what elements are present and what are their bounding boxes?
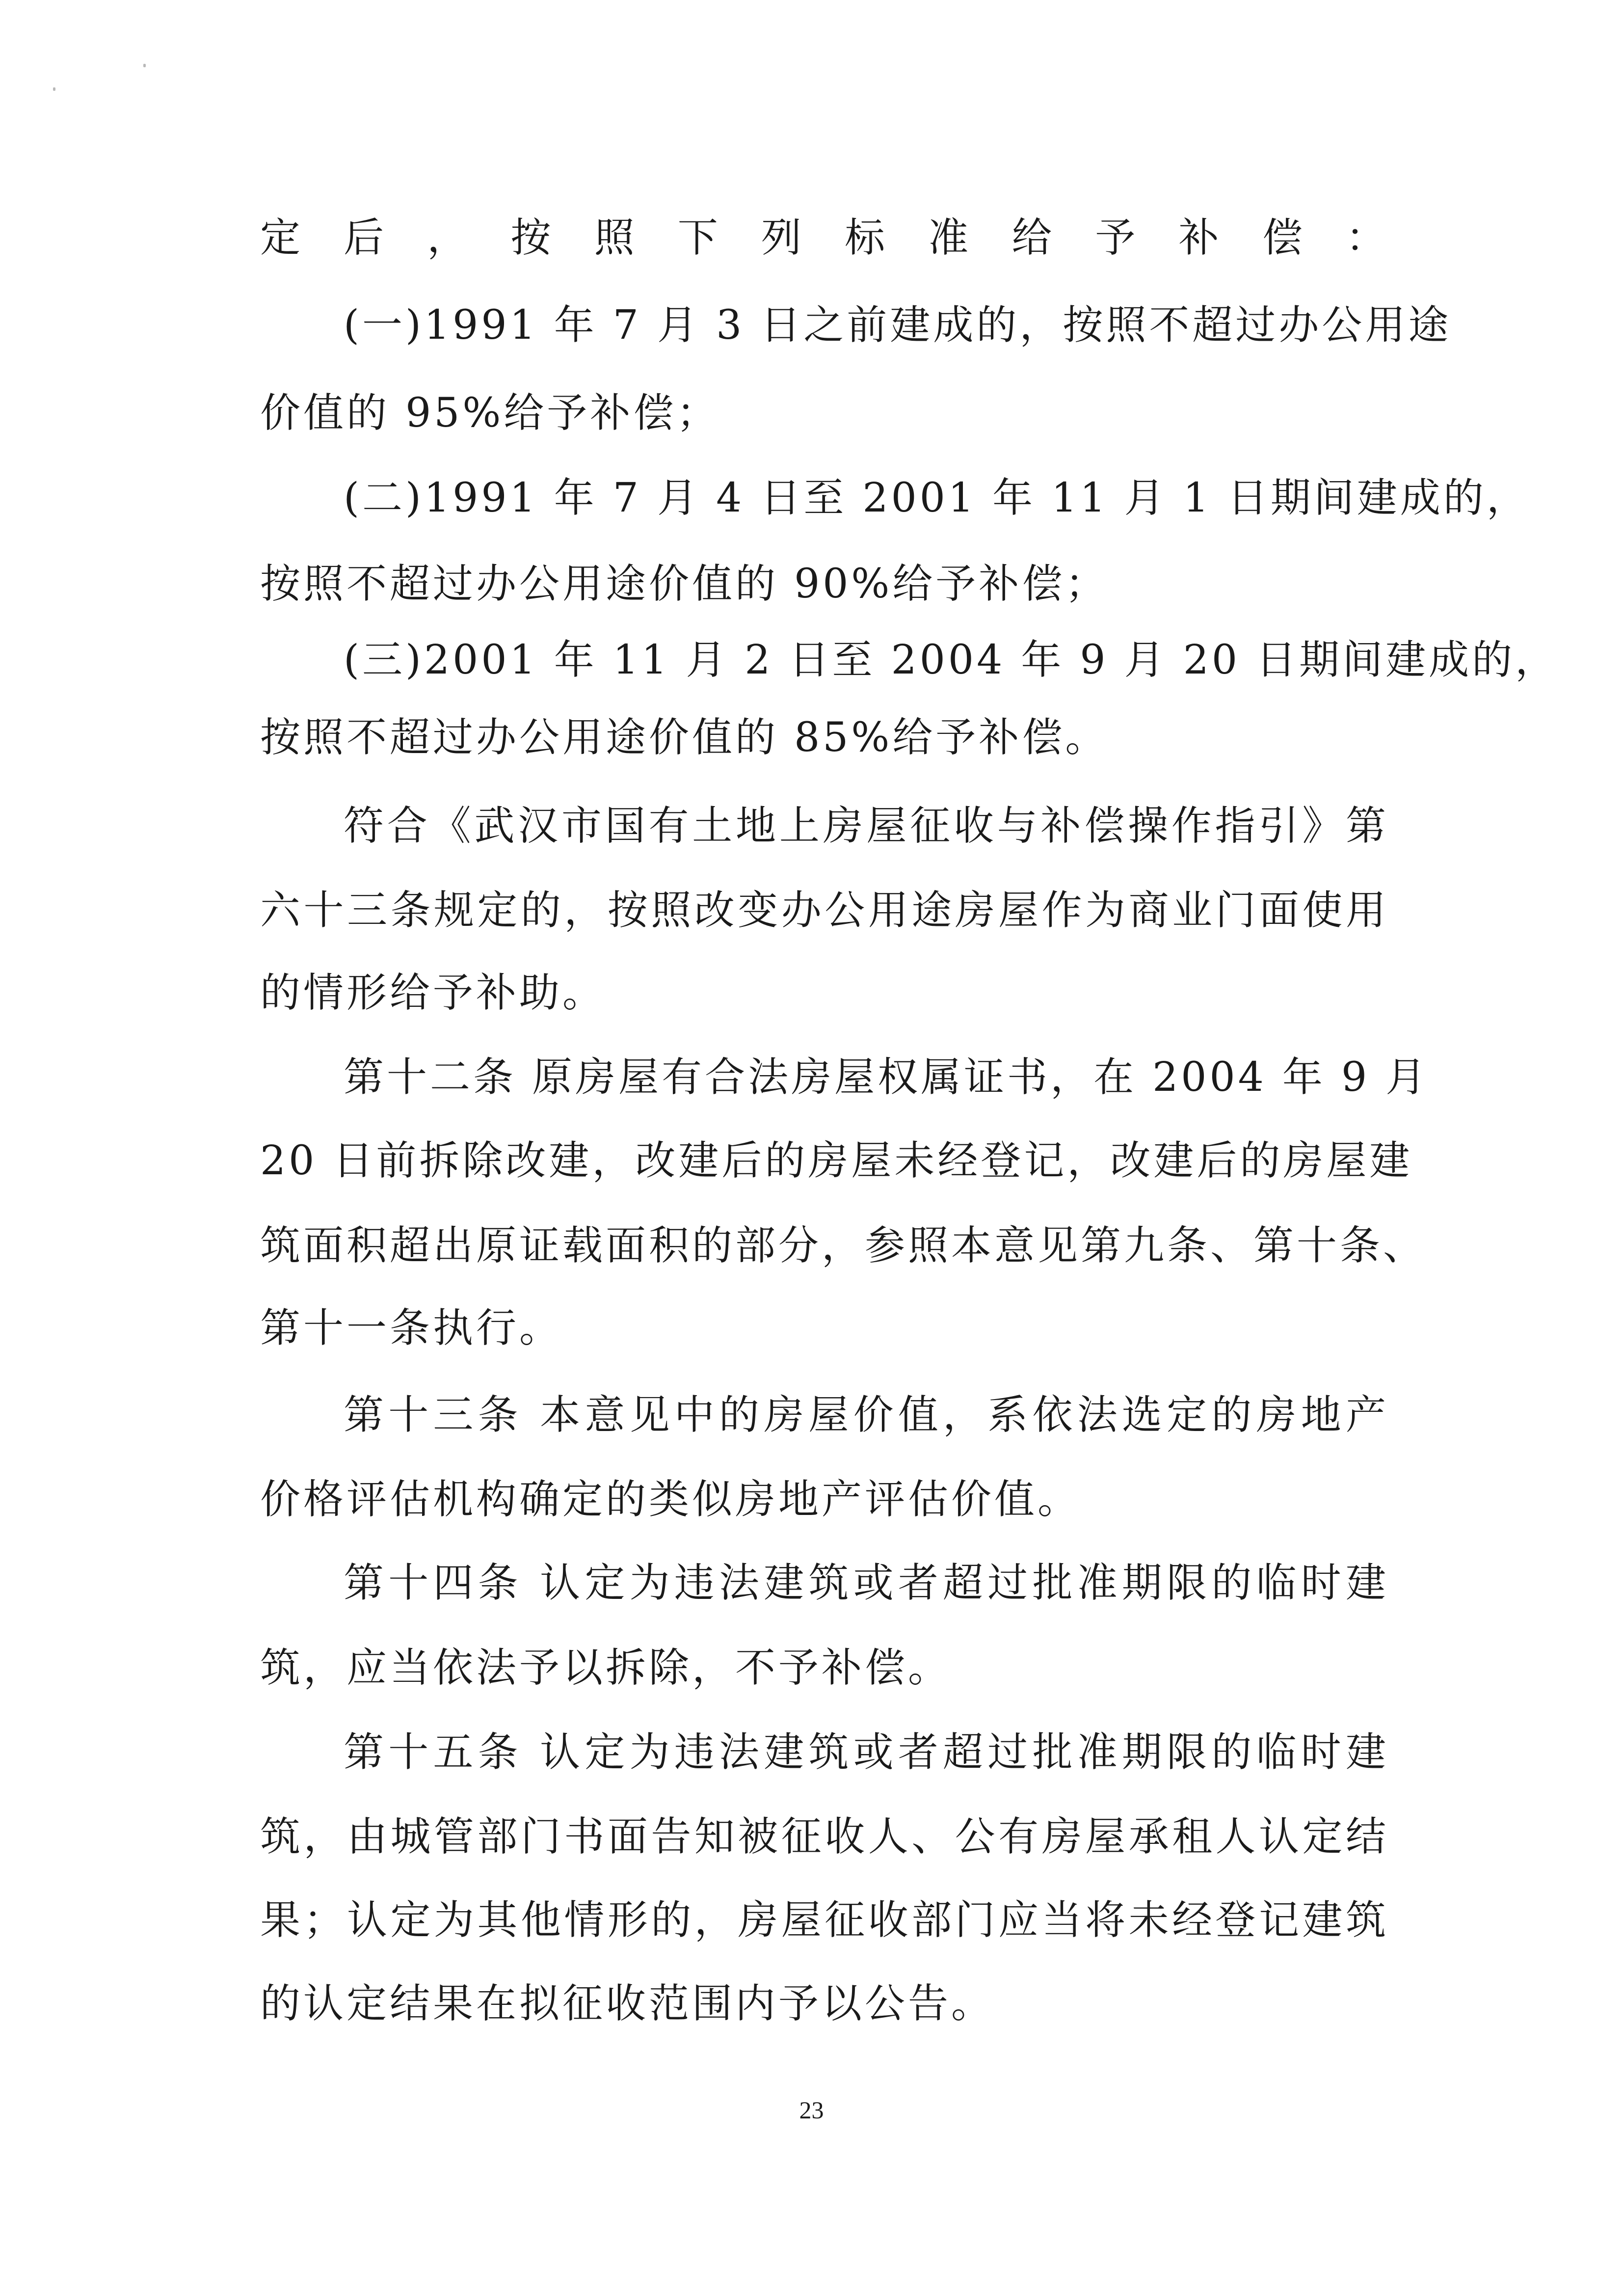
text-line: (二)1991 年 7 月 4 日至 2001 年 11 月 1 日期间建成的， (344, 475, 1530, 521)
text-line: 六十三条规定的，按照改变办公用途房屋作为商业门面使用 (260, 887, 1389, 934)
text-line: 20 日前拆除改建，改建后的房屋未经登记，改建后的房屋建 (260, 1137, 1413, 1184)
text-line: (一)1991 年 7 月 3 日之前建成的，按照不超过办公用途 (344, 302, 1452, 349)
text-line: 第十一条执行。 (260, 1305, 563, 1351)
text-line: 按照不超过办公用途价值的 90%给予补偿； (260, 561, 1109, 607)
text-line: 的情形给予补助。 (260, 970, 606, 1016)
text-line: 筑，由城管部门书面告知被征收人、公有房屋承租人认定结 (260, 1813, 1389, 1860)
page-number: 23 (799, 2096, 824, 2124)
scan-speck (143, 64, 146, 67)
text-line: 第十三条 本意见中的房屋价值，系依法选定的房地产 (344, 1392, 1389, 1438)
text-line: 果；认定为其他情形的，房屋征收部门应当将未经登记建筑 (260, 1897, 1389, 1944)
text-line: 的认定结果在拟征收范围内予以公告。 (260, 1980, 995, 2027)
text-line: 第十五条 认定为违法建筑或者超过批准期限的临时建 (344, 1729, 1389, 1776)
text-line: 第十四条 认定为违法建筑或者超过批准期限的临时建 (344, 1560, 1389, 1606)
text-line: 筑面积超出原证载面积的部分，参照本意见第九条、第十条、 (260, 1222, 1427, 1269)
text-line: 价格评估机构确定的类似房地产评估价值。 (260, 1476, 1081, 1523)
text-line: 按照不超过办公用途价值的 85%给予补偿。 (260, 714, 1109, 761)
text-line: 价值的 95%给予补偿； (260, 390, 720, 436)
scan-speck (53, 87, 55, 91)
text-line: 符合《武汉市国有土地上房屋征收与补偿操作指引》第 (344, 803, 1389, 849)
text-line: 定后，按照下列标准给予补偿： (260, 215, 1389, 261)
text-line: (三)2001 年 11 月 2 日至 2004 年 9 月 20 日期间建成的， (344, 637, 1559, 683)
text-line: 第十二条 原房屋有合法房屋权属证书，在 2004 年 9 月 (344, 1054, 1429, 1101)
text-line: 筑，应当依法予以拆除，不予补偿。 (260, 1645, 952, 1691)
